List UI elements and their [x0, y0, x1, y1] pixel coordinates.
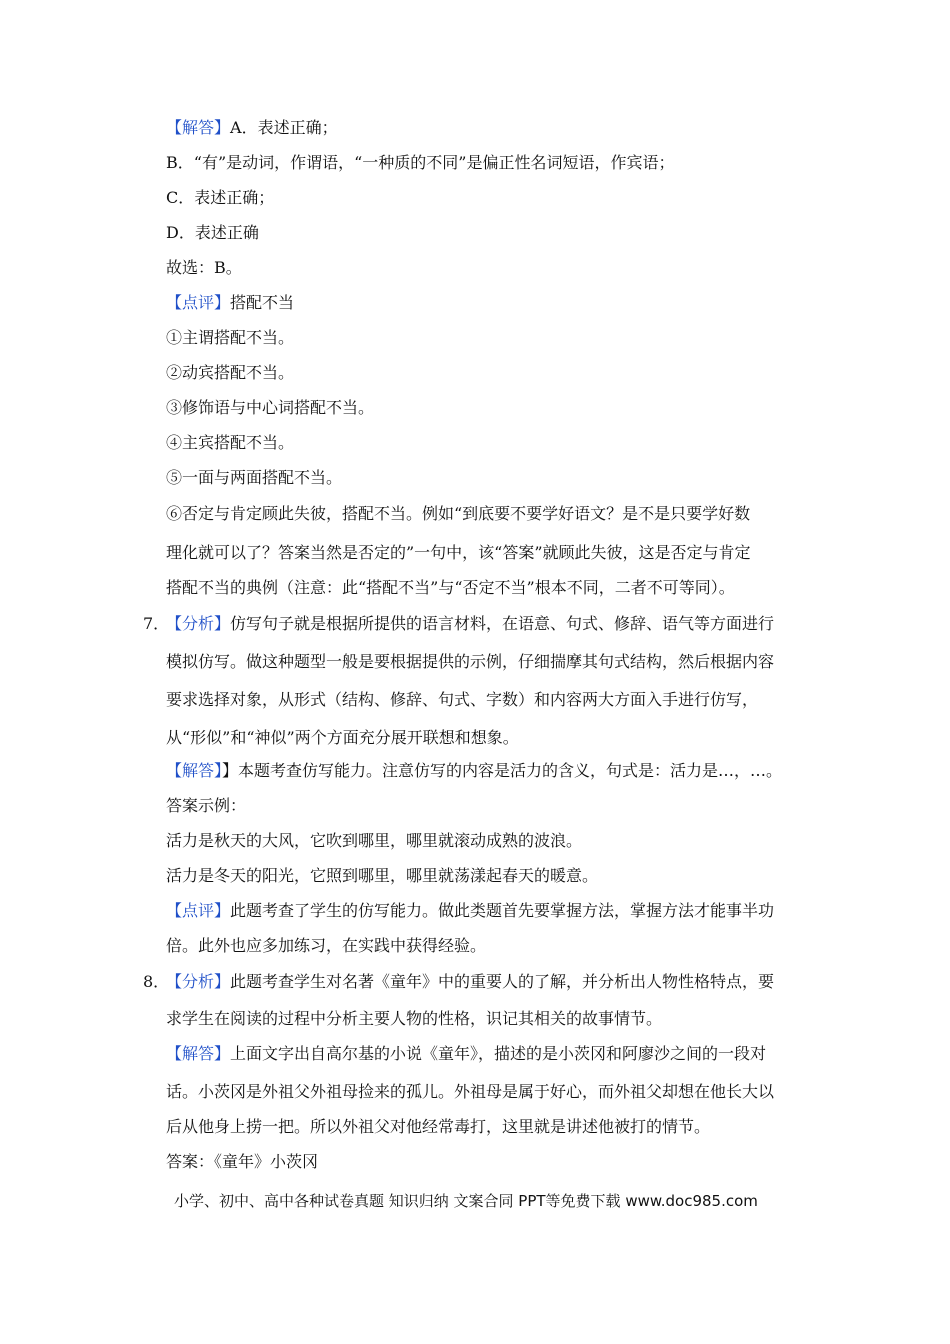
line-text: 求学生在阅读的过程中分析主要人物的性格，识记其相关的故事情节。: [166, 1009, 663, 1028]
page-footer: 小学、初中、高中各种试卷真题 知识归纳 文案合同 PPT等免费下载 www.doc985.com: [174, 1192, 758, 1210]
line-28: [166, 1117, 710, 1137]
line-text: ②动宾搭配不当。: [166, 363, 295, 382]
section-tag: 【解答】: [166, 761, 223, 780]
line-text: 模拟仿写。做这种题型一般是要根据提供的示例，仔细揣摩其句式结构，然后根据内容: [166, 652, 775, 671]
section-tag: 【分析】: [166, 972, 231, 991]
line-22: [166, 901, 774, 921]
line-20: [166, 831, 582, 851]
line-text: 后从他身上捞一把。所以外祖父对他经常毒打，这里就是讲述他被打的情节。: [166, 1117, 711, 1136]
line-text: ④主宾搭配不当。: [166, 433, 295, 452]
line-6: [166, 328, 294, 348]
line-24: [166, 972, 774, 992]
line-text: 倍。此外也应多加练习，在实践中获得经验。: [166, 936, 487, 955]
line-text: B．“有”是动词，作谓语，“一种质的不同”是偏正性名词短语，作宾语；: [166, 153, 675, 172]
line-12: [166, 543, 751, 563]
line-15: [166, 652, 774, 672]
section-tag: 【解答】: [166, 1044, 231, 1063]
line-14: [166, 614, 774, 634]
line-27: [166, 1082, 774, 1102]
line-text: 此题考查学生对名著《童年》中的重要人的了解，并分析出人物性格特点，要: [230, 972, 775, 991]
line-9: [166, 433, 294, 453]
line-text: 搭配不当: [230, 293, 295, 312]
line-text: ③修饰语与中心词搭配不当。: [166, 398, 375, 417]
section-tag: 【点评】: [166, 901, 231, 920]
line-text: 此题考查了学生的仿写能力。做此类题首先要掌握方法，掌握方法才能事半功: [230, 901, 775, 920]
section-tag: 【解答】: [166, 118, 231, 137]
line-16: [166, 690, 758, 710]
line-text: D．表述正确: [166, 223, 259, 242]
line-text: 故选：B。: [166, 258, 242, 277]
line-text: A．表述正确；: [230, 118, 338, 137]
line-7: [166, 363, 294, 383]
line-25: [166, 1009, 662, 1029]
line-text: ⑥否定与肯定顾此失彼，搭配不当。例如“到底要不要学好语文？是不是只要学好数: [166, 504, 751, 523]
line-text: 】本题考查仿写能力。注意仿写的内容是活力的含义，句式是：活力是…，…。: [222, 761, 783, 780]
line-text: 答案：《童年》小茨冈: [166, 1152, 319, 1171]
line-10: [166, 468, 342, 488]
line-text: 活力是秋天的大风，它吹到哪里，哪里就滚动成熟的波浪。: [166, 831, 583, 850]
line-0: [166, 118, 338, 138]
line-2: [166, 188, 274, 208]
line-text: 答案示例：: [166, 796, 247, 815]
line-11: [166, 504, 750, 524]
line-text: 上面文字出自高尔基的小说《童年》，描述的是小茨冈和阿廖沙之间的一段对: [230, 1044, 767, 1063]
line-8: [166, 398, 374, 418]
line-text: 要求选择对象，从形式（结构、修辞、句式、字数）和内容两大方面入手进行仿写，: [166, 690, 759, 709]
line-text: 活力是冬天的阳光，它照到哪里，哪里就荡漾起春天的暖意。: [166, 866, 599, 885]
line-text: 搭配不当的典例（注意：此“搭配不当”与“否定不当”根本不同，二者不可等同）。: [166, 578, 735, 597]
line-text: 仿写句子就是根据所提供的语言材料，在语意、句式、修辞、语气等方面进行: [230, 614, 775, 633]
line-29: [166, 1152, 318, 1172]
line-4: [166, 258, 242, 278]
line-text: ⑤一面与两面搭配不当。: [166, 468, 343, 487]
line-text: 理化就可以了？答案当然是否定的”一句中，该“答案”就顾此失彼，这是否定与肯定: [166, 543, 751, 562]
line-19: [166, 796, 246, 816]
section-tag: 【分析】: [166, 614, 231, 633]
line-3: [166, 223, 259, 243]
question-number: 7．: [143, 614, 170, 633]
line-text: 话。小茨冈是外祖父外祖母捡来的孤儿。外祖母是属于好心，而外祖父却想在他长大以: [166, 1082, 775, 1101]
line-18: [166, 761, 782, 781]
line-text: C．表述正确；: [166, 188, 275, 207]
line-text: ①主谓搭配不当。: [166, 328, 295, 347]
line-17: [166, 728, 519, 748]
line-21: [166, 866, 598, 886]
line-text: 从“形似”和“神似”两个方面充分展开联想和想象。: [166, 728, 519, 747]
line-26: [166, 1044, 766, 1064]
line-5: [166, 293, 294, 313]
question-number: 8．: [143, 972, 170, 991]
line-1: [166, 153, 674, 173]
line-23: [166, 936, 486, 956]
section-tag: 【点评】: [166, 293, 231, 312]
line-13: [166, 578, 735, 598]
